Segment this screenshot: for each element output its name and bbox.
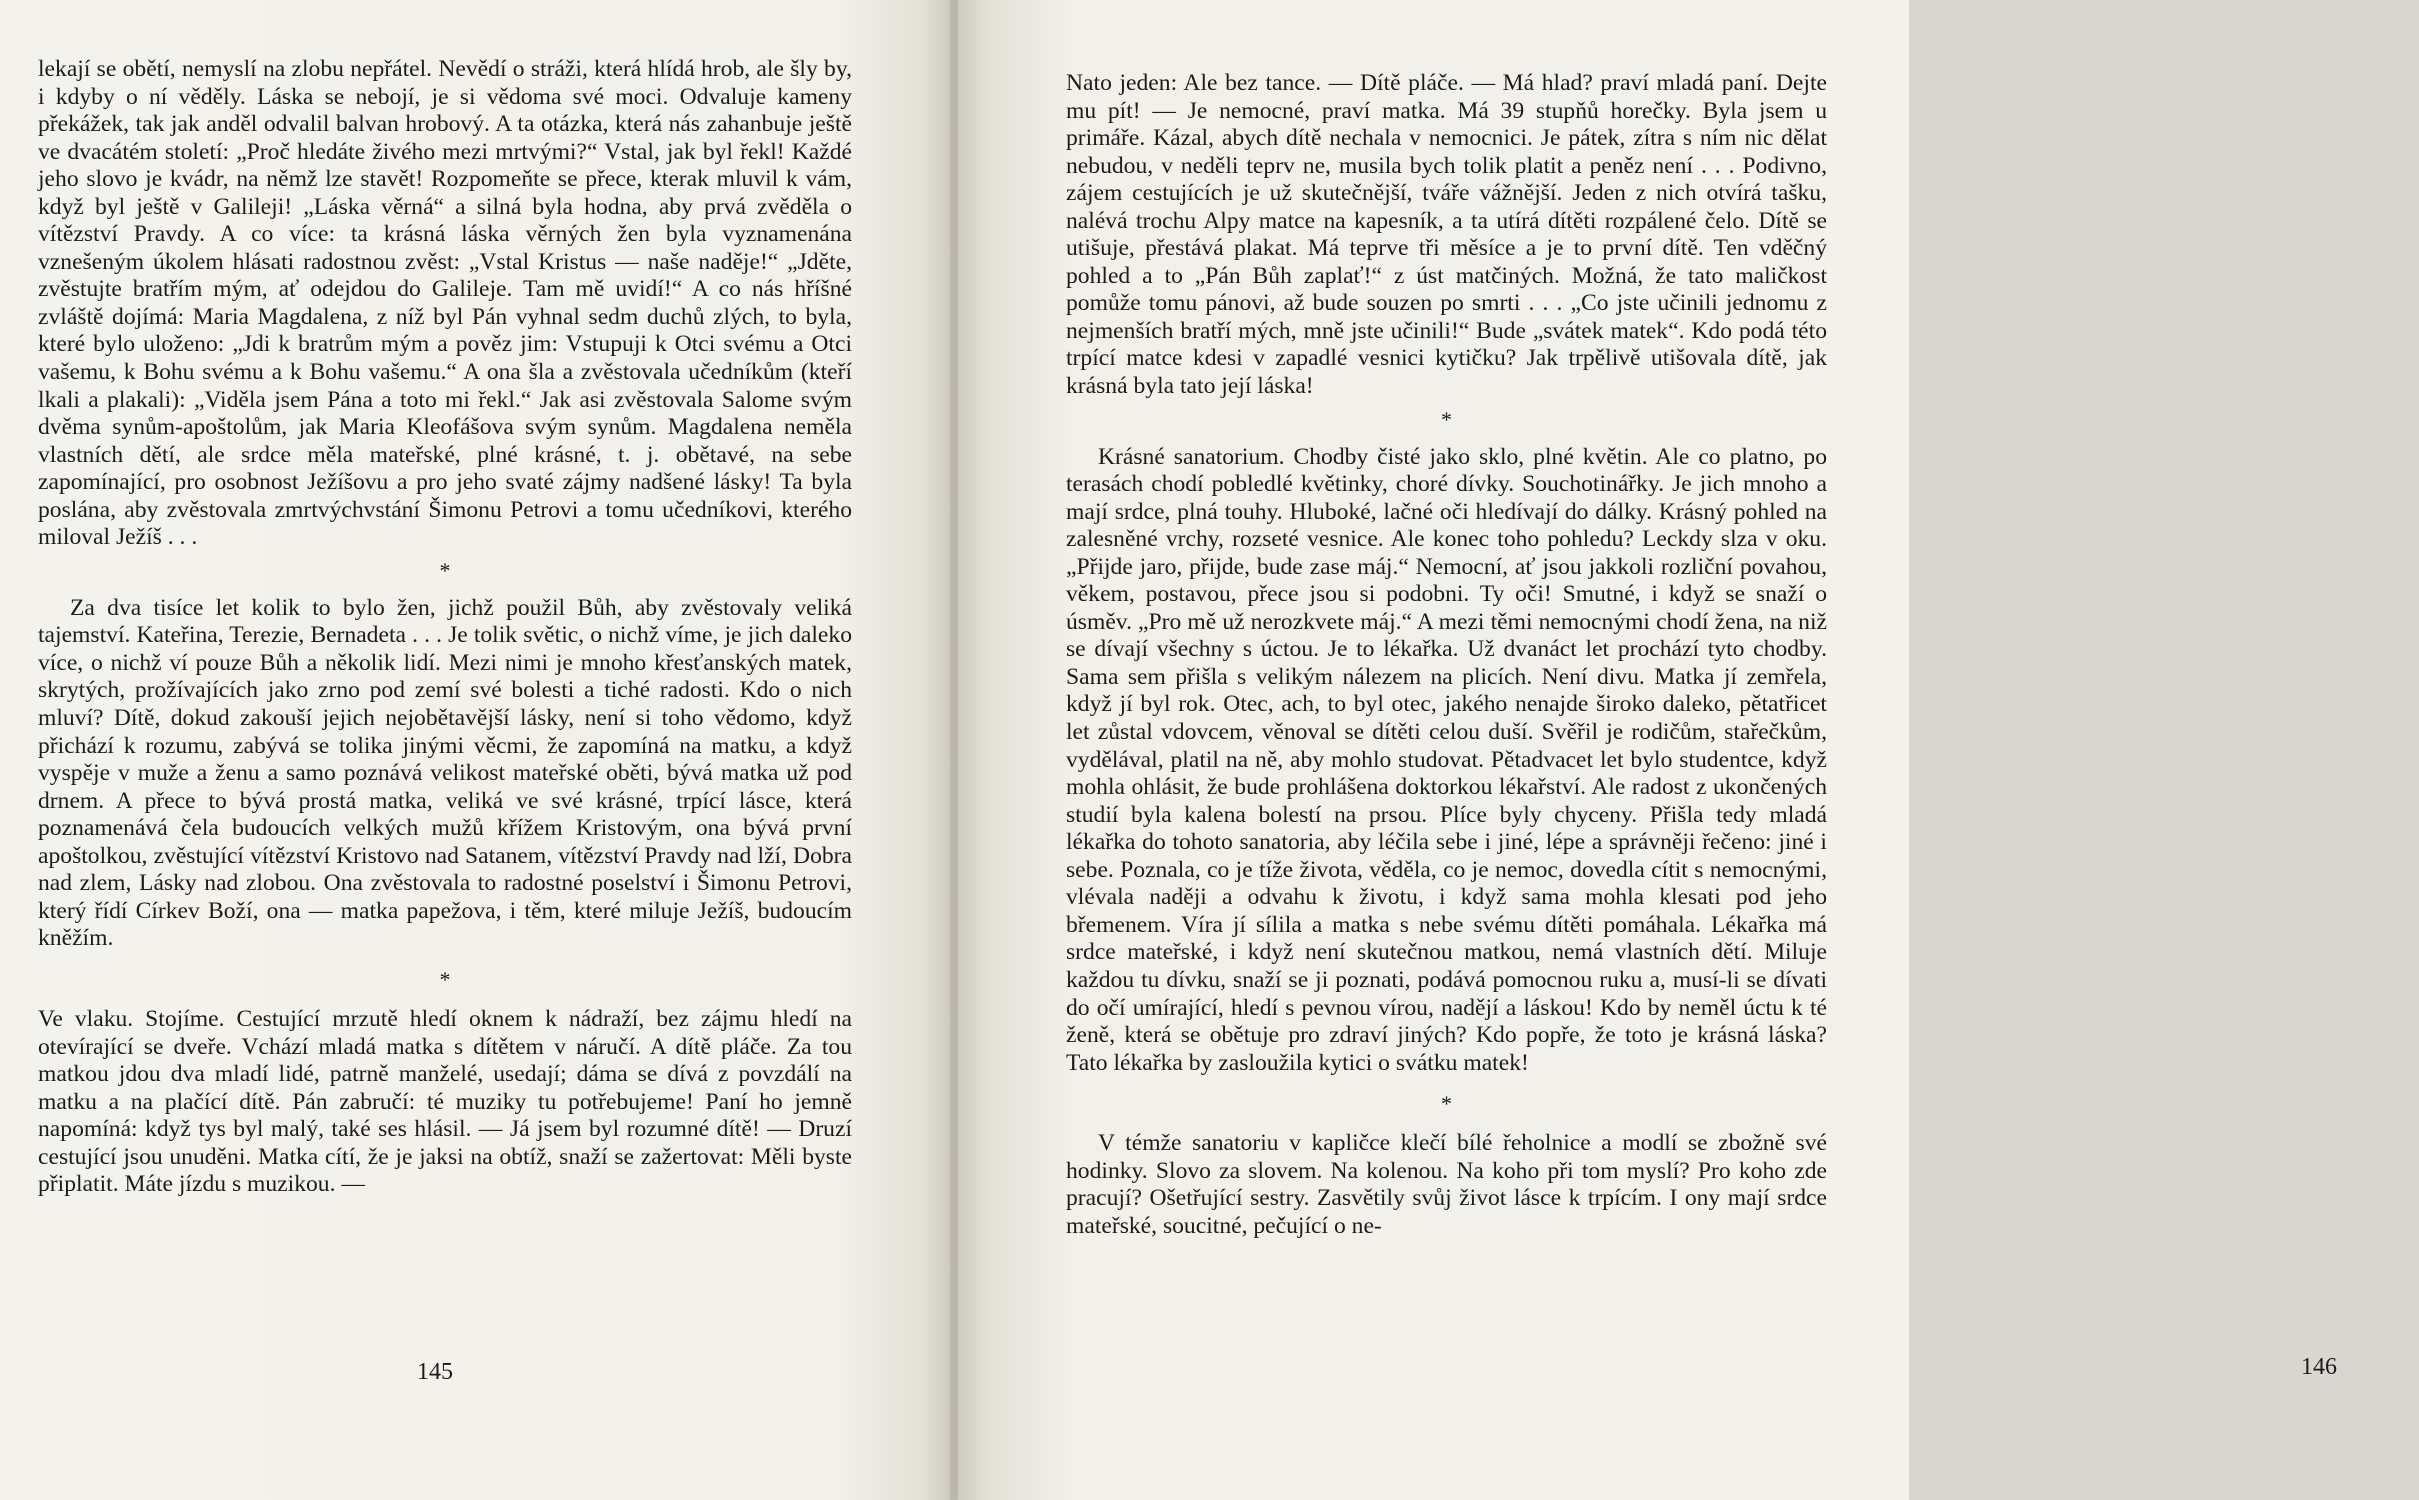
right-page-text: [1066, 70, 1827, 1240]
right-page: [958, 0, 2337, 1500]
left-page: [0, 0, 950, 1500]
paragraph: Krásné sanatorium. Chodby čisté jako sklo, plné květin. Ale co platno, po terasách chodí pobledlé květinky, choré dívky. Souchotinářky. Je jich mnoho a mají srdce, plná touhy. Hluboké, lačné oči hledívají do dálky. Krásný pohled na zalesněné vrchy, rozseté vesnice. Ale konec toho pohledu? Leckdy slza v oku. „Přijde jaro, přijde, bude zase máj.“ Nemocní, ať jsou jakkoli rozliční povahou, věkem, postavou, přece jsou si podobni. Ty oči! Smutné, i když se snaží o úsměv. „Pro mě už nerozkvete máj.“ A mezi těmi nemocnými chodí žena, na niž se dívají všechny s úctou. Je to lékařka. Už dvanáct let prochází tyto chodby. Sama sem přišla s velikým nálezem na plicích. Není divu. Matka jí zemřela, když jí byl rok. Otec, ach, to byl otec, jakého nenajde široko daleko, pětatřicet let zůstal vdovcem, věnoval se dítěti celou duší. Svěřil je rodičům, stařečkům, vydělával, platil na ně, aby mohlo studovat. Pětadvacet let bylo studentce, když mohla ohlásit, že bude prohlášena doktorkou lékařství. Ale radost z ukončených studií byla kalena bolestí na prsou. Plíce byly chyceny. Přišla tedy mladá lékařka do tohoto sanatoria, aby léčila sebe i jiné, lépe a správněji řečeno: jiné i sebe. Poznala, co je tíže života, věděla, co je nemoc, dovedla cítit s nemocnými, vlévala naději a odvahu k životu, i když sama mohla klesati pod jeho břemenem. Víra jí sílila a matka s nebe svému dítěti pomáhala. Lékařka má srdce mateřské, i když není skutečnou matkou, nemá vlastních dětí. Miluje každou tu dívku, snaží se ji poznati, podává pomocnou ruku a, musí-li se dívati do očí umírající, hledí s pevnou vírou, nadějí a láskou! Kdo by neměl úctu k té ženě, která se obětuje pro zdraví jiných? Kdo popře, že toto je krásná láska? Tato lékařka by zasloužila kytici o svátku matek!: [1066, 443, 1827, 1076]
section-separator: *: [439, 557, 451, 583]
left-page-text: [38, 56, 852, 1199]
section-separator: *: [1441, 1091, 1452, 1117]
page-number: 145: [417, 1359, 453, 1385]
paragraph: Ve vlaku. Stojíme. Cestující mrzutě hledí oknem k nádraží, bez zájmu hledí na otevírající se dveře. Vchází mladá matka s dítětem v náručí. A dítě pláče. Za tou matkou jdou dva mladí lidé, patrně manželé, usedají; dáma se dívá z povzdálí na matku a na plačící dítě. Pán zabručí: té muziky tu potřebujeme! Paní ho jemně napomíná: když tys byl malý, také ses hlásil. — Já jsem byl rozumné dítě! — Druzí cestující jsou unuděni. Matka cítí, že je jaksi na obtíž, snaží se zažertovat: Měli byste připlatit. Máte jízdu s muzikou. —: [38, 1005, 852, 1198]
paragraph: Za dva tisíce let kolik to bylo žen, jichž použil Bůh, aby zvěstovaly veliká tajemství. Kateřina, Terezie, Bernadeta . . . Je tolik světic, o nichž víme, je jich daleko více, o nichž ví pouze Bůh a několik lidí. Mezi nimi je mnoho křesťanských matek, skrytých, prožívajících jako zrno pod zemí své bolesti a tiché radosti. Kdo o nich mluví? Dítě, dokud zakouší jejich nejobětavější lásky, není si toho vědomo, když přichází k rozumu, zabývá se tolika jinými věcmi, že zapomíná na matku, a když vyspěje v muže a ženu a samo poznává velikost mateřské oběti, bývá matka už pod drnem. A přece to bývá prostá matka, veliká ve své krásné, trpící lásce, která poznamenává čela budoucích velkých mužů křížem Kristovým, ona bývá první apoštolkou, zvěstující vítězství Kristovo nad Satanem, vítězství Pravdy nad lží, Dobra nad zlem, Lásky nad zlobou. Ona zvěstovala to radostné poselství i Šimonu Petrovi, který řídí Církev Boží, ona — matka papežova, i těm, které miluje Ježíš, budoucím kněžím.: [38, 594, 852, 952]
page-number: 146: [2301, 1354, 2337, 1380]
paragraph: V témže sanatoriu v kapličce klečí bílé řeholnice a modlí se zbožně své hodinky. Slovo za slovem. Na kolenou. Na koho při tom myslí? Pro koho zde pracují? Ošetřující sestry. Zasvětily svůj život lásce k trpícím. I ony mají srdce mateřské, soucitné, pečující o ne-: [1066, 1130, 1827, 1239]
section-separator: *: [439, 966, 451, 992]
paragraph: lekají se obětí, nemyslí na zlobu nepřátel. Nevědí o stráži, která hlídá hrob, ale šly by, i kdyby o ní věděly. Láska se nebojí, je si vědoma své moci. Odvaluje kameny překážek, tak jak anděl odvalil balvan hrobový. A ta otázka, která nás zahanbuje ještě ve dvacátém století: „Proč hledáte živého mezi mrtvými?“ Vstal, jak byl řekl! Každé jeho slovo je kvádr, na němž lze stavět! Rozpomeňte se přece, kterak mluvil k vám, když byl ještě v Galileji! „Láska věrná“ a silná byla hodna, aby prvá zvěděla o vítězství Pravdy. A co více: ta krásná láska věrných žen byla vyznamenána vznešeným úkolem hlásati radostnou zvěst: „Vstal Kristus — naše naděje!“ „Jděte, zvěstujte bratřím mým, ať odejdou do Galileje. Tam mě uvidí!“ A co nás hříšné zvláště dojímá: Maria Magdalena, z níž byl Pán vyhnal sedm duchů zlých, to byla, které bylo uloženo: „Jdi k bratrům mým a pověz jim: Vstupuji k Otci svému a Otci vašemu, k Bohu svému a k Bohu vašemu.“ A ona šla a zvěstovala učedníkům (kteří lkali a plakali): „Viděla jsem Pána a toto mi řekl.“ Jak asi zvěstovala Salome svým dvěma synům-apoštolům, jak Maria Kleofášova svým synům. Magdalena neměla vlastních dětí, ale srdce měla mateřské, plné krásné, t. j. obětavé, na sebe zapomínající, pro osobnost Ježíšovu a pro jeho svaté zájmy nadšené lásky! Ta byla poslána, aby zvěstovala zmrtvýchvstání Šimonu Petrovi a tomu učedníkovi, kterého miloval Ježíš . . .: [38, 56, 852, 551]
section-separator: *: [1441, 406, 1452, 432]
paragraph: Nato jeden: Ale bez tance. — Dítě pláče. — Má hlad? praví mladá paní. Dejte mu pít! — Je nemocné, praví matka. Má 39 stupňů horečky. Byla jsem u primáře. Kázal, abych dítě nechala v nemocnici. Je pátek, zítra s ním nic dělat nebudou, v neděli teprv ne, musila bych tolik platit a peněz není . . . Podivno, zájem cestujících je už skutečnější, tváře vážnější. Jeden z nich otvírá tašku, nalévá trochu Alpy matce na kapesník, a ta utírá dítěti rozpálené čelo. Dítě se utišuje, přestává plakat. Má teprve tři měsíce a je to první dítě. Ten vděčný pohled a to „Pán Bůh zaplať!“ z úst matčiných. Možná, že tato maličkost pomůže tomu pánovi, až bude souzen po smrti . . . „Co jste učinili jednomu z nejmenších bratří mých, mně jste učinili!“ Bude „svátek matek“. Kdo podá této trpící matce kdesi v zapadlé vesnici kytičku? Jak trpělivě utišovala dítě, jak krásná byla tato její láska!: [1066, 70, 1827, 400]
book-gutter: [950, 0, 958, 1500]
